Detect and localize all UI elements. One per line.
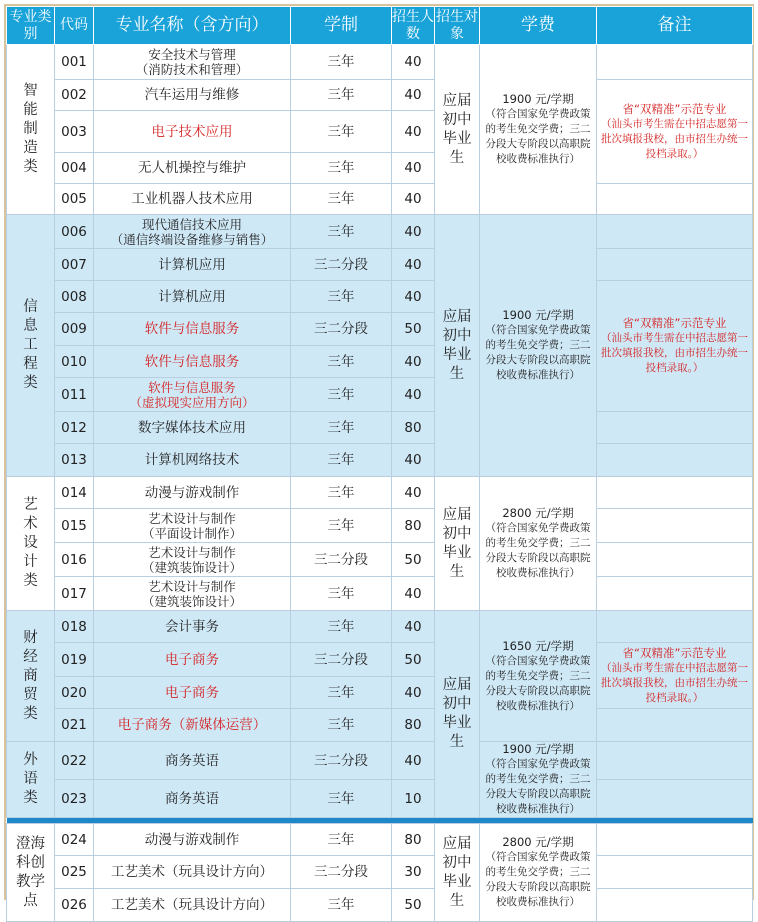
major-cell: 现代通信技术应用 （通信终端设备维修与销售） xyxy=(94,215,291,249)
header-target: 招生对象 xyxy=(435,7,480,45)
duration-cell: 三二分段 xyxy=(291,643,392,677)
fee-cell: 2800 元/学期 （符合国家免学费政策的考生免交学费；三二分段大专阶段以高职院校收费标准执行） xyxy=(480,824,597,922)
code-cell: 014 xyxy=(55,477,94,509)
major-cell: 计算机应用 xyxy=(94,249,291,281)
code-cell: 010 xyxy=(55,346,94,378)
major-cell: 软件与信息服务 （虚拟现实应用方向） xyxy=(94,378,291,412)
quota-cell: 30 xyxy=(392,856,435,889)
quota-cell: 40 xyxy=(392,215,435,249)
duration-cell: 三年 xyxy=(291,509,392,543)
duration-cell: 三二分段 xyxy=(291,742,392,780)
enrollment-table xyxy=(6,6,753,922)
header-remark: 备注 xyxy=(597,7,753,45)
major-cell: 电子商务（新媒体运营） xyxy=(94,709,291,742)
code-cell: 021 xyxy=(55,709,94,742)
table-row xyxy=(7,577,753,611)
major-cell: 艺术设计与制作 （平面设计制作） xyxy=(94,509,291,543)
remark-cell-empty xyxy=(597,742,753,780)
quota-cell: 40 xyxy=(392,477,435,509)
code-cell: 023 xyxy=(55,780,94,818)
remark-cell-empty xyxy=(597,543,753,577)
fee-cell: 1900 元/学期 （符合国家免学费政策的考生免交学费；三二分段大专阶段以高职院校收费标准执行） xyxy=(480,45,597,215)
remark-cell-empty xyxy=(597,477,753,509)
code-cell: 020 xyxy=(55,677,94,709)
duration-cell: 三年 xyxy=(291,889,392,922)
major-cell: 电子商务 xyxy=(94,677,291,709)
duration-cell: 三年 xyxy=(291,477,392,509)
quota-cell: 40 xyxy=(392,677,435,709)
category-cell: 艺术设计类 xyxy=(7,477,55,611)
major-cell: 工业机器人技术应用 xyxy=(94,184,291,215)
code-cell: 001 xyxy=(55,45,94,80)
major-cell: 安全技术与管理 （消防技术和管理） xyxy=(94,45,291,80)
quota-cell: 10 xyxy=(392,780,435,818)
header-duration: 学制 xyxy=(291,7,392,45)
duration-cell: 三年 xyxy=(291,215,392,249)
code-cell: 004 xyxy=(55,153,94,184)
major-cell: 汽车运用与维修 xyxy=(94,80,291,111)
table-row xyxy=(7,249,753,281)
duration-cell: 三年 xyxy=(291,111,392,153)
code-cell: 007 xyxy=(55,249,94,281)
quota-cell: 40 xyxy=(392,346,435,378)
category-cell: 信息工程类 xyxy=(7,215,55,477)
remark-cell-empty xyxy=(597,856,753,889)
duration-cell: 三年 xyxy=(291,824,392,856)
major-cell: 无人机操控与维护 xyxy=(94,153,291,184)
target-cell: 应届初中毕业生 xyxy=(435,611,480,818)
major-cell: 工艺美术（玩具设计方向） xyxy=(94,889,291,922)
header-category: 专业类别 xyxy=(7,7,55,45)
code-cell: 022 xyxy=(55,742,94,780)
code-cell: 009 xyxy=(55,313,94,346)
duration-cell: 三年 xyxy=(291,80,392,111)
table-row xyxy=(7,780,753,818)
quota-cell: 40 xyxy=(392,249,435,281)
header-quota: 招生人数 xyxy=(392,7,435,45)
table-row xyxy=(7,215,753,249)
quota-cell: 80 xyxy=(392,709,435,742)
table-row xyxy=(7,824,753,856)
table-row xyxy=(7,477,753,509)
quota-cell: 80 xyxy=(392,824,435,856)
code-cell: 011 xyxy=(55,378,94,412)
duration-cell: 三年 xyxy=(291,577,392,611)
code-cell: 018 xyxy=(55,611,94,643)
quota-cell: 40 xyxy=(392,80,435,111)
fee-cell: 1900 元/学期 （符合国家免学费政策的考生免交学费；三二分段大专阶段以高职院校收费标准执行） xyxy=(480,742,597,818)
code-cell: 006 xyxy=(55,215,94,249)
fee-cell: 1650 元/学期 （符合国家免学费政策的考生免交学费；三二分段大专阶段以高职院校收费标准执行） xyxy=(480,611,597,742)
quota-cell: 50 xyxy=(392,889,435,922)
target-cell: 应届初中毕业生 xyxy=(435,45,480,215)
table-row xyxy=(7,80,753,111)
remark-cell-empty xyxy=(597,215,753,249)
quota-cell: 80 xyxy=(392,412,435,444)
quota-cell: 50 xyxy=(392,643,435,677)
major-cell: 计算机应用 xyxy=(94,281,291,313)
table-header-row xyxy=(7,7,753,45)
major-cell: 艺术设计与制作 （建筑装饰设计） xyxy=(94,543,291,577)
table-row xyxy=(7,281,753,313)
duration-cell: 三年 xyxy=(291,378,392,412)
quota-cell: 50 xyxy=(392,543,435,577)
remark-cell: 省“双精准”示范专业 （汕头市考生需在中招志愿第一批次填报我校，由市招生办统一投档录取。） xyxy=(597,281,753,412)
major-cell: 电子商务 xyxy=(94,643,291,677)
quota-cell: 50 xyxy=(392,313,435,346)
major-cell: 软件与信息服务 xyxy=(94,313,291,346)
table-row xyxy=(7,509,753,543)
remark-cell-empty xyxy=(597,780,753,818)
quota-cell: 40 xyxy=(392,153,435,184)
code-cell: 016 xyxy=(55,543,94,577)
remark-cell-empty xyxy=(597,889,753,922)
quota-cell: 40 xyxy=(392,444,435,477)
remark-cell-empty xyxy=(597,45,753,80)
header-major: 专业名称（含方向） xyxy=(94,7,291,45)
remark-cell: 省“双精准”示范专业 （汕头市考生需在中招志愿第一批次填报我校，由市招生办统一投档录取。） xyxy=(597,643,753,709)
remark-cell: 省“双精准”示范专业 （汕头市考生需在中招志愿第一批次填报我校，由市招生办统一投档录取。） xyxy=(597,80,753,184)
code-cell: 012 xyxy=(55,412,94,444)
remark-cell-empty xyxy=(597,509,753,543)
quota-cell: 40 xyxy=(392,111,435,153)
quota-cell: 80 xyxy=(392,509,435,543)
quota-cell: 40 xyxy=(392,611,435,643)
major-cell: 工艺美术（玩具设计方向） xyxy=(94,856,291,889)
table-row xyxy=(7,184,753,215)
table-row xyxy=(7,856,753,889)
duration-cell: 三二分段 xyxy=(291,249,392,281)
duration-cell: 三年 xyxy=(291,677,392,709)
major-cell: 动漫与游戏制作 xyxy=(94,477,291,509)
duration-cell: 三年 xyxy=(291,281,392,313)
code-cell: 005 xyxy=(55,184,94,215)
major-cell: 商务英语 xyxy=(94,780,291,818)
duration-cell: 三年 xyxy=(291,45,392,80)
fee-cell: 2800 元/学期 （符合国家免学费政策的考生免交学费；三二分段大专阶段以高职院校收费标准执行） xyxy=(480,477,597,611)
duration-cell: 三二分段 xyxy=(291,543,392,577)
duration-cell: 三二分段 xyxy=(291,856,392,889)
remark-cell-empty xyxy=(597,249,753,281)
major-cell: 艺术设计与制作 （建筑装饰设计） xyxy=(94,577,291,611)
table-row xyxy=(7,611,753,643)
remark-cell-empty xyxy=(597,184,753,215)
table-row xyxy=(7,709,753,742)
major-cell: 电子技术应用 xyxy=(94,111,291,153)
table-row xyxy=(7,543,753,577)
target-cell: 应届初中毕业生 xyxy=(435,215,480,477)
remark-cell-empty xyxy=(597,824,753,856)
target-cell: 应届初中毕业生 xyxy=(435,824,480,922)
header-fee: 学费 xyxy=(480,7,597,45)
category-cell: 外语类 xyxy=(7,742,55,818)
table-row xyxy=(7,889,753,922)
table-row xyxy=(7,643,753,677)
code-cell: 013 xyxy=(55,444,94,477)
code-cell: 026 xyxy=(55,889,94,922)
major-cell: 计算机网络技术 xyxy=(94,444,291,477)
major-cell: 会计事务 xyxy=(94,611,291,643)
enrollment-table-frame xyxy=(4,4,754,913)
table-row xyxy=(7,412,753,444)
remark-cell-empty xyxy=(597,412,753,444)
quota-cell: 40 xyxy=(392,742,435,780)
fee-cell: 1900 元/学期 （符合国家免学费政策的考生免交学费；三二分段大专阶段以高职院校收费标准执行） xyxy=(480,215,597,477)
quota-cell: 40 xyxy=(392,184,435,215)
major-cell: 软件与信息服务 xyxy=(94,346,291,378)
table-row xyxy=(7,45,753,80)
duration-cell: 三年 xyxy=(291,153,392,184)
remark-cell-empty xyxy=(597,577,753,611)
duration-cell: 三二分段 xyxy=(291,313,392,346)
code-cell: 002 xyxy=(55,80,94,111)
category-cell: 智能制造类 xyxy=(7,45,55,215)
code-cell: 024 xyxy=(55,824,94,856)
duration-cell: 三年 xyxy=(291,444,392,477)
header-code: 代码 xyxy=(55,7,94,45)
code-cell: 019 xyxy=(55,643,94,677)
duration-cell: 三年 xyxy=(291,412,392,444)
table-row xyxy=(7,742,753,780)
table-row xyxy=(7,444,753,477)
major-cell: 动漫与游戏制作 xyxy=(94,824,291,856)
remark-cell-empty xyxy=(597,611,753,643)
quota-cell: 40 xyxy=(392,577,435,611)
duration-cell: 三年 xyxy=(291,709,392,742)
category-cell: 财经商贸类 xyxy=(7,611,55,742)
code-cell: 003 xyxy=(55,111,94,153)
quota-cell: 40 xyxy=(392,281,435,313)
code-cell: 017 xyxy=(55,577,94,611)
duration-cell: 三年 xyxy=(291,184,392,215)
code-cell: 015 xyxy=(55,509,94,543)
duration-cell: 三年 xyxy=(291,346,392,378)
code-cell: 008 xyxy=(55,281,94,313)
remark-cell-empty xyxy=(597,709,753,742)
duration-cell: 三年 xyxy=(291,611,392,643)
duration-cell: 三年 xyxy=(291,780,392,818)
major-cell: 数字媒体技术应用 xyxy=(94,412,291,444)
major-cell: 商务英语 xyxy=(94,742,291,780)
code-cell: 025 xyxy=(55,856,94,889)
target-cell: 应届初中毕业生 xyxy=(435,477,480,611)
quota-cell: 40 xyxy=(392,378,435,412)
quota-cell: 40 xyxy=(392,45,435,80)
category-cell: 澄海科创教学点 xyxy=(7,824,55,922)
remark-cell-empty xyxy=(597,444,753,477)
